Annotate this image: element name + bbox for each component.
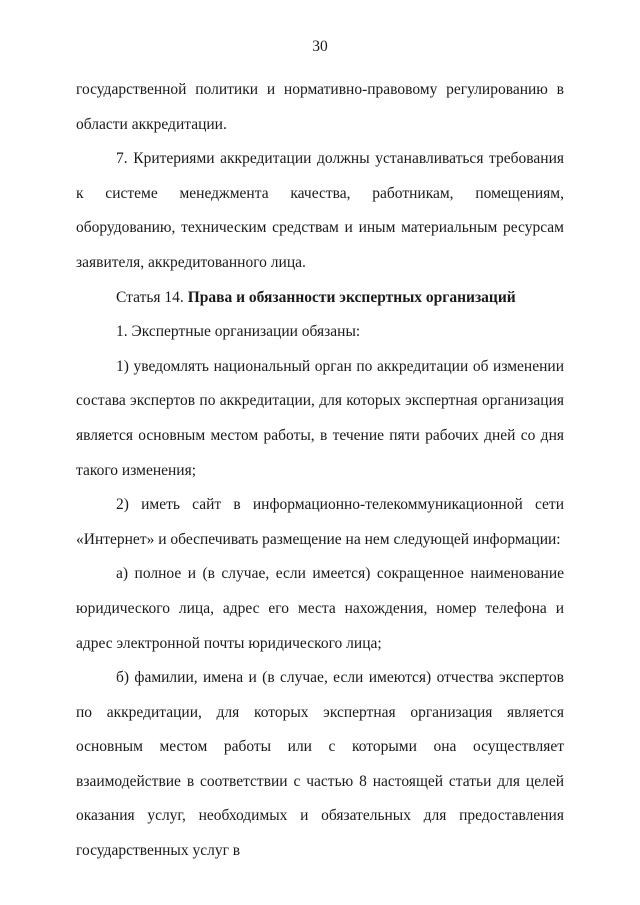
article-heading	[76, 281, 564, 316]
paragraph-subitem-1: 1) уведомлять национальный орган по аккредитации об изменении состава экспертов по аккредитации, для которых экспертная организация является основным местом работы, в течение пяти рабочих дней со дня такого изменения;	[76, 357, 564, 479]
paragraph-part-1: 1. Экспертные организации обязаны:	[116, 323, 361, 341]
paragraph-subitem-2-line2: «Интернет» и обеспечивать размещение на нем следующей информации:	[76, 530, 561, 548]
paragraph-subitem-a: а) полное и (в случае, если имеется) сокращенное наименование юридического лица, адрес его места нахождения, номер телефона и адрес электронной почты юридического лица;	[76, 565, 564, 652]
document-body	[76, 73, 564, 869]
paragraph-subitem-b: б) фамилии, имена и (в случае, если имеются) отчества экспертов по аккредитации, для которых экспертная организация является основным местом работы или с которыми она осуществляет взаимодействие в соответствии с частью 8 настоящей статьи для целей оказания услуг, необходимых и обязательных для предоставления государственных услуг в	[76, 669, 564, 860]
paragraph-item-7: 7. Критериями аккредитации должны устанавливаться требования к системе менеджмента качества, работникам, помещениям, оборудованию, техническим средствам и иным материальным ресурсам заявителя, аккредитованного лица.	[76, 150, 564, 271]
article-title: Права и обязанности экспертных организаций	[187, 288, 516, 306]
paragraph-continuation: государственной политики и нормативно-правовому регулированию в области аккредитации.	[76, 81, 564, 133]
article-label: Статья 14.	[116, 288, 184, 306]
page-number: 30	[312, 38, 328, 55]
paragraph-subitem-2-line1: 2) иметь сайт в информационно-телекоммуникационной сети	[116, 496, 564, 514]
